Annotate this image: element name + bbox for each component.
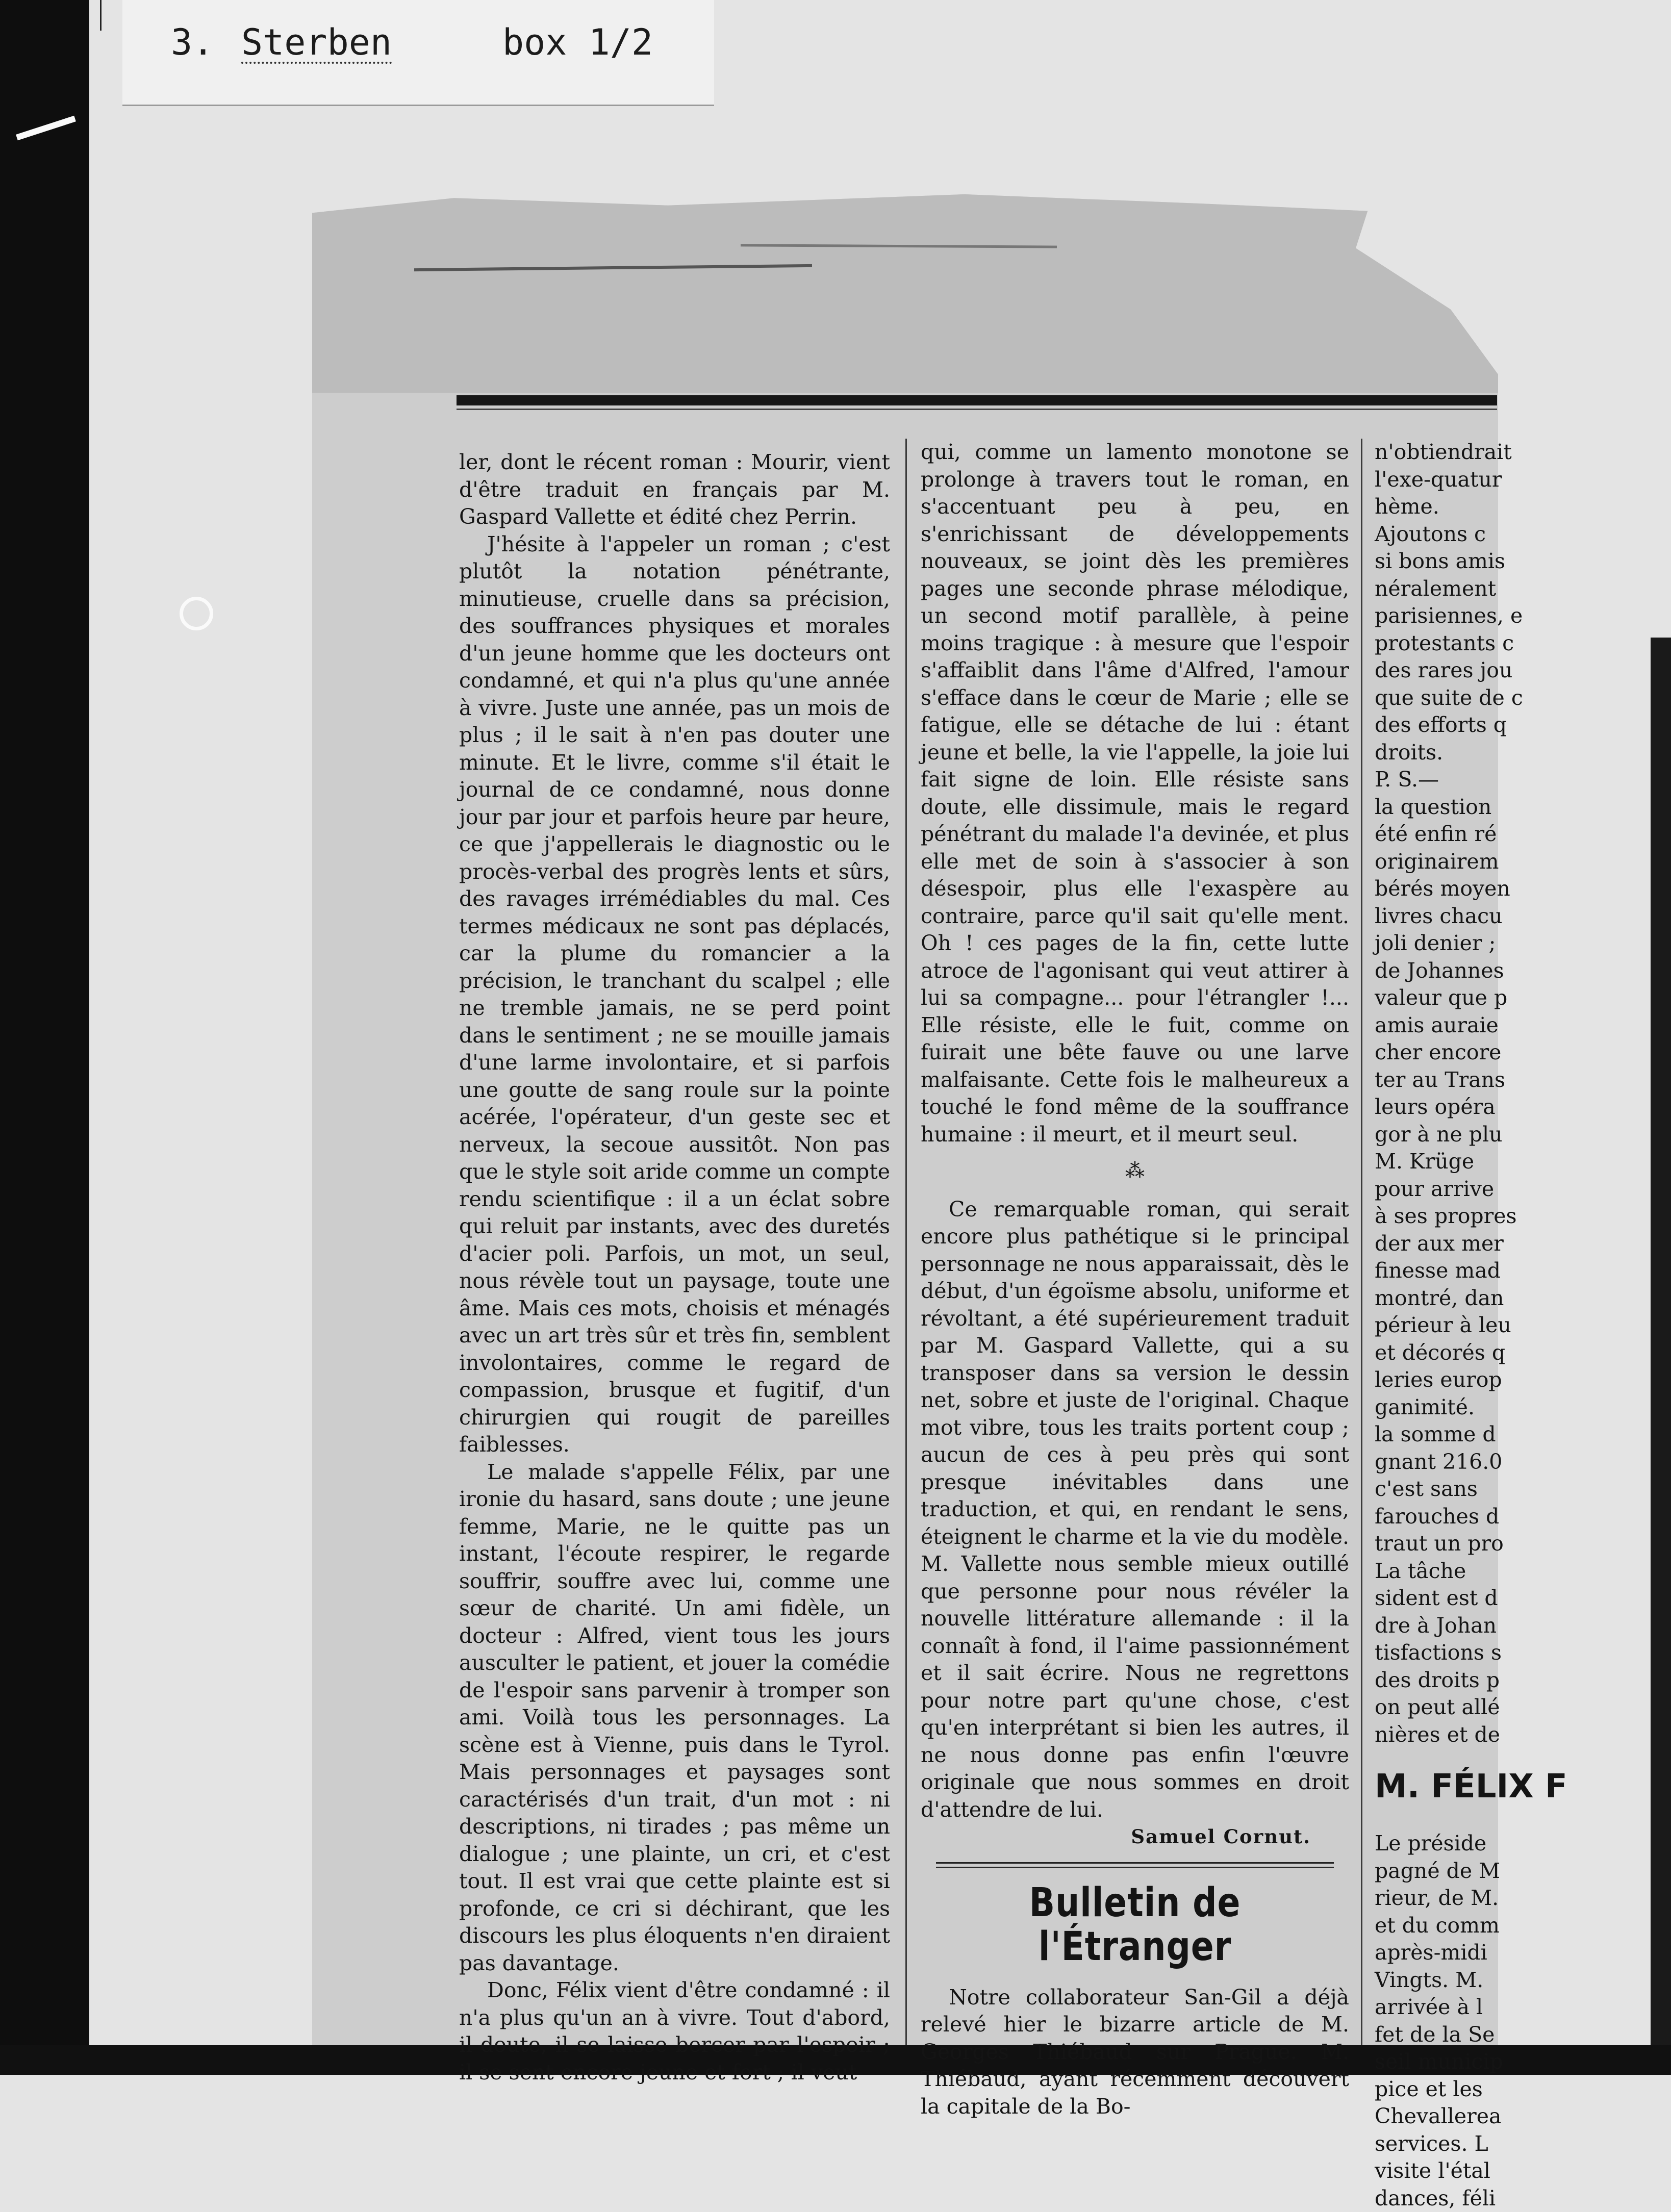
clipping-shadow <box>312 189 1498 393</box>
column-3-line: nières et de <box>1375 1721 1497 1749</box>
column-3-lower <box>1375 1830 1497 2212</box>
felix-heading: M. FÉLIX F <box>1375 1764 1497 1810</box>
column-3-line: seil municip <box>1375 2048 1497 2076</box>
paragraph: Notre collaborateur San-Gil a déjà relevé hier le bizarre article de M. Georges Thiébaud sur Prague. M. Thiébaud, ayant récemment découvert la capitale de la Bo- <box>921 1984 1349 2121</box>
column-3-line: la question <box>1375 794 1497 821</box>
column-3-line: dances, féli <box>1375 2185 1497 2212</box>
folder-title: Sterben <box>241 21 392 63</box>
punch-hole <box>180 597 213 630</box>
column-3-line: services. L <box>1375 2130 1497 2158</box>
paragraph: ler, dont le récent roman : Mourir, vient d'être traduit en français par M. Gaspard Vallette et édité chez Perrin. <box>459 449 890 531</box>
bulletin-heading: Bulletin de l'Étranger <box>953 1881 1317 1969</box>
column-3-line: farouches d <box>1375 1503 1497 1531</box>
column-3-line: arrivée à l <box>1375 1994 1497 2021</box>
column-3-line: tisfactions s <box>1375 1639 1497 1667</box>
column-3-line: P. S.— <box>1375 766 1497 794</box>
scan-edge-right <box>1651 638 1671 2075</box>
column-3-line: néralement <box>1375 575 1497 603</box>
column-3-line: que suite de c <box>1375 684 1497 712</box>
column-3-line: gor à ne plu <box>1375 1121 1497 1149</box>
column-3-line: Vingts. M. <box>1375 1967 1497 1994</box>
section-divider <box>936 1862 1334 1868</box>
author-signature: Samuel Cornut. <box>921 1823 1349 1851</box>
column-3-line: protestants c <box>1375 630 1497 657</box>
column-3-line: sident est d <box>1375 1585 1497 1612</box>
column-3-line: amis auraie <box>1375 1012 1497 1039</box>
column-3-line: originairem <box>1375 848 1497 876</box>
paragraph: Donc, Félix vient d'être condamné : il n'a plus qu'un an à vivre. Tout d'abord, il doute, il se laisse bercer par l'espoir ; il se sent encore jeune et fort ; il veut <box>459 1977 890 2086</box>
column-3-line: Le préside <box>1375 1830 1497 1858</box>
article-column-1 <box>459 449 890 2086</box>
paragraph: Le malade s'appelle Félix, par une ironie du hasard, sans doute ; une jeune femme, Marie, ne le quitte pas un instant, l'écoute respirer, le regarde souffrir, souffre avec lui, comme une sœur de charité. Un ami fidèle, un docteur : Alfred, vient tous les jours ausculter le patient, et jouer la comédie de l'espoir sans parvenir à tromper son ami. Voilà tous les personnages. La scène est à Vienne, puis dans le Tyrol. Mais personnages et paysages sont caractérisés d'un trait, d'un mot : ni descriptions, ni tirades ; pas même un dialogue ; une plainte, un cri, et c'est tout. Il est vrai que cette plainte est si profonde, ce cri si déchirant, que les discours les plus éloquents n'en diraient pas davantage. <box>459 1459 890 1977</box>
column-3-line: hème. <box>1375 493 1497 521</box>
column-3-line: périeur à leu <box>1375 1312 1497 1339</box>
column-3-line: montré, dan <box>1375 1285 1497 1312</box>
column-3-line: visite l'étal <box>1375 2157 1497 2185</box>
column-3-line: bérés moyen <box>1375 875 1497 903</box>
folder-box: box 1/2 <box>502 21 653 63</box>
column-3-line: pour arrive <box>1375 1176 1497 1203</box>
column-3-line: des rares jou <box>1375 657 1497 684</box>
column-3-line: et du comm <box>1375 1912 1497 1940</box>
column-3-line: des efforts q <box>1375 711 1497 739</box>
column-3-line: n'obtiendrait <box>1375 439 1497 466</box>
article-column-2 <box>921 439 1349 2120</box>
column-3-line: ter au Trans <box>1375 1066 1497 1094</box>
paragraph: qui, comme un lamento monotone se prolonge à travers tout le roman, en s'accentuant peu à peu, en s'enrichissant de développements nouveaux, se joint dès les premières pages une seconde phrase mélodique, un second motif parallèle, à peine moins tragique : à mesure que l'espoir s'affaiblit dans l'âme d'Alfred, l'amour s'efface dans le cœur de Marie ; elle se fatigue, elle se détache de lui : étant jeune et belle, la vie l'appelle, la joie lui fait signe de loin. Elle résiste sans doute, elle dissimule, mais le regard pénétrant du malade l'a devinée, et plus elle met de soin à s'associer à son désespoir, plus elle l'exaspère au contraire, parce qu'il sait qu'elle ment. Oh ! ces pages de la fin, cette lutte atroce de l'agonisant qui veut attirer à lui sa compagne... pour l'étrangler !... Elle résiste, elle le fuit, comme on fuirait une bête fauve ou une larve malfaisante. Cette fois le malheureux a touché le fond même de la souffrance humaine : il meurt, et il meurt seul. <box>921 439 1349 1148</box>
column-3-line: cher encore <box>1375 1039 1497 1066</box>
column-3-line: de Johannes <box>1375 957 1497 985</box>
column-3-line: ganimité. <box>1375 1394 1497 1421</box>
column-3-line: l'exe-quatur <box>1375 466 1497 494</box>
film-line <box>100 0 102 31</box>
column-3-line: à ses propres <box>1375 1203 1497 1230</box>
column-3-line: rieur, de M. <box>1375 1885 1497 1912</box>
column-3-line: on peut allé <box>1375 1694 1497 1721</box>
column-3-line: c'est sans <box>1375 1476 1497 1503</box>
column-3-line: finesse mad <box>1375 1257 1497 1285</box>
column-3-upper <box>1375 439 1497 1748</box>
paragraph: J'hésite à l'appeler un roman ; c'est plutôt la notation pénétrante, minutieuse, cruelle dans sa précision, des souffrances physiques et morales d'un jeune homme que les docteurs ont condamné, et qui n'a plus qu'une année à vivre. Juste une année, pas un mois de plus ; il le sait à n'en pas douter une minute. Et le livre, comme s'il était le journal de ce condamné, nous donne jour par jour et parfois heure par heure, ce que j'appellerais le diagnostic ou le procès-verbal des progrès lents et sûrs, des ravages irrémédiables du mal. Ces termes médicaux ne sont pas déplacés, car la plume du romancier a la précision, le tranchant du scalpel ; elle ne tremble jamais, ne se perd point dans le sentiment ; ne se mouille jamais d'une larme involontaire, et si parfois une goutte de sang roule sur la pointe acérée, l'opérateur, d'un geste sec et nerveux, la secoue aussitôt. Non pas que le style soit aride comme un compte rendu scientifique : il a un éclat sobre qui reluit par instants, avec des duretés d'acier poli. Parfois, un mot, un seul, nous révèle tout un paysage, toute une âme. Mais ces mots, choisis et ménagés avec un art très sûr et très fin, semblent involontaires, comme le regard de compassion, brusque et fugitif, d'un chirurgien qui rougit de pareilles faiblesses. <box>459 531 890 1459</box>
column-3-line: leurs opéra <box>1375 1094 1497 1121</box>
column-3-line: Ajoutons c <box>1375 521 1497 548</box>
column-3-line: fet de la Se <box>1375 2021 1497 2049</box>
column-3-line: gnant 216.0 <box>1375 1448 1497 1476</box>
column-3-line: après-midi <box>1375 1939 1497 1967</box>
column-3-line: La tâche <box>1375 1558 1497 1585</box>
column-3-line: der aux mer <box>1375 1230 1497 1258</box>
column-3-line: traut un pro <box>1375 1530 1497 1558</box>
paragraph: Ce remarquable roman, qui serait encore plus pathétique si le principal personnage ne nous apparaissait, dès le début, d'un égoïsme absolu, uniforme et révoltant, a été supérieurement traduit par M. Gaspard Vallette, qui a su transposer dans sa version le dessin net, sobre et juste de l'original. Chaque mot vibre, tous les traits portent coup ; aucun de ces à peu près qui sont presque inévitables dans une traduction, et qui, en rendant le sens, éteignent le charme et la vie du modèle. M. Vallette nous semble mieux outillé que personne pour nous révéler la nouvelle littérature allemande : il la connaît à fond, il l'aime passionnément et il sait écrire. Nous ne regrettons pour notre part qu'une chose, c'est qu'en interprétant si bien les autres, il ne nous donne pas enfin l'œuvre originale que nous sommes en droit d'attendre de lui. <box>921 1196 1349 1824</box>
column-3-line: droits. <box>1375 739 1497 767</box>
column-3-line: des droits p <box>1375 1667 1497 1694</box>
column-3-line: joli denier ; <box>1375 930 1497 957</box>
column-3-line: Chevallerea <box>1375 2103 1497 2130</box>
column-3-line: valeur que p <box>1375 984 1497 1012</box>
header-rule-thin <box>457 409 1497 410</box>
column-3-line: M. Krüge <box>1375 1148 1497 1176</box>
column-3-line: et décorés q <box>1375 1339 1497 1367</box>
column-3-line: pagné de M <box>1375 1858 1497 1885</box>
column-divider <box>1361 439 1362 2045</box>
column-3-line: parisiennes, e <box>1375 602 1497 630</box>
header-rule <box>457 395 1497 405</box>
column-3-line: dre à Johan <box>1375 1612 1497 1640</box>
column-3-line: leries europ <box>1375 1366 1497 1394</box>
column-3-line: été enfin ré <box>1375 821 1497 848</box>
scan-edge-left <box>0 0 89 2075</box>
section-ornament: ⁂ <box>921 1157 1349 1185</box>
folder-number: 3. <box>171 21 214 63</box>
column-3-line: livres chacu <box>1375 903 1497 930</box>
column-3-line: pice et les <box>1375 2076 1497 2103</box>
column-divider <box>905 439 907 2045</box>
column-3-line: si bons amis <box>1375 548 1497 575</box>
article-column-3 <box>1375 439 1497 2030</box>
column-3-line: la somme d <box>1375 1421 1497 1448</box>
